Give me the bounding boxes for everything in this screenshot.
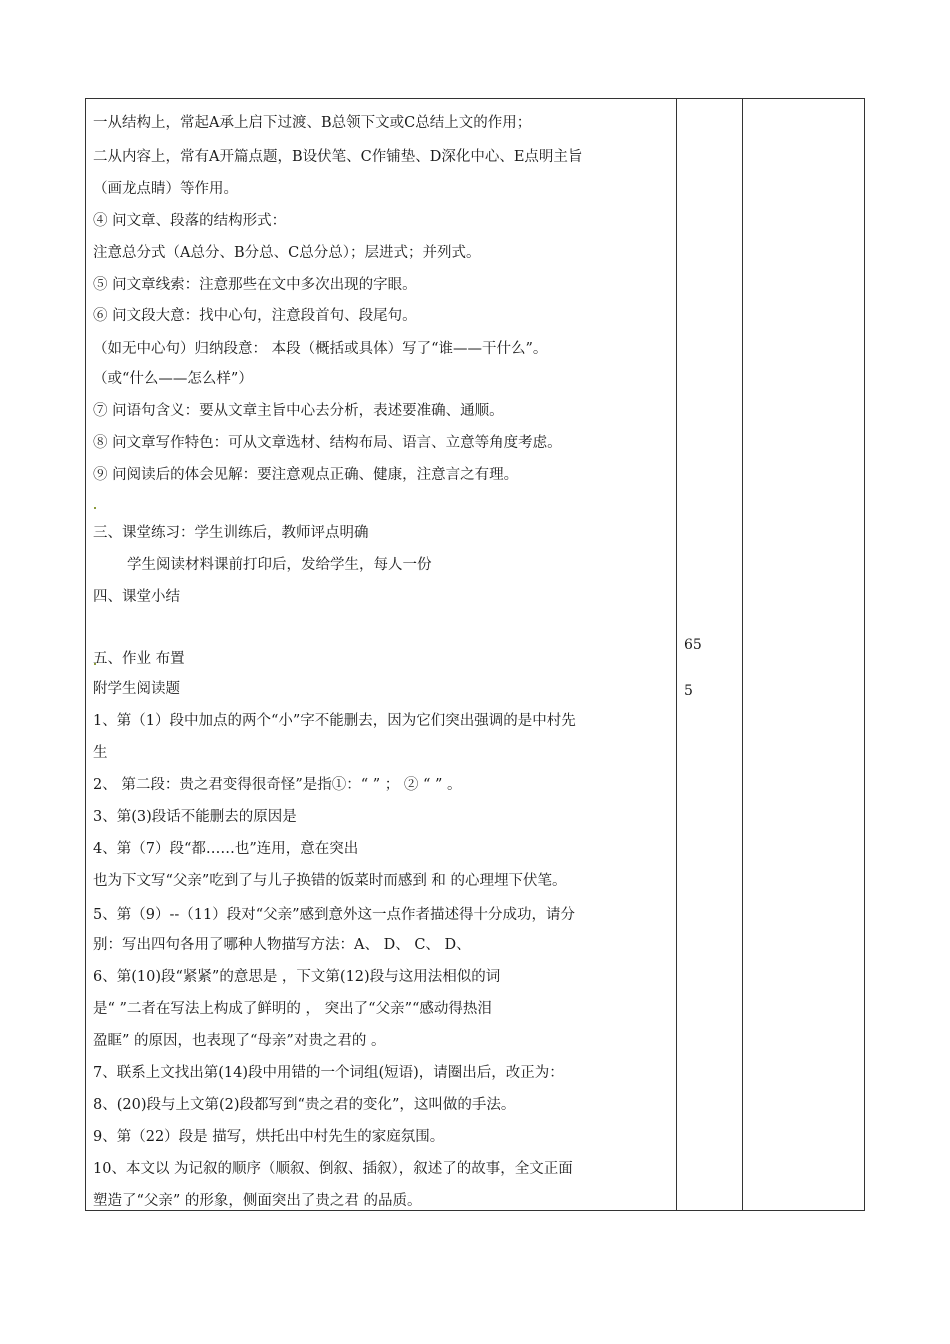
text-line: 3、第(3)段话不能删去的原因是 bbox=[93, 809, 297, 825]
column-divider-2 bbox=[742, 99, 743, 1210]
column-divider-1 bbox=[676, 99, 677, 1210]
text-line: 9、第（22）段是 描写，烘托出中村先生的家庭氛围。 bbox=[93, 1129, 445, 1145]
text-line: 附学生阅读题 bbox=[93, 681, 180, 697]
text-line: 2、 第二段：贵之君变得很奇怪”是指①：“ ” ； ② “ ” 。 bbox=[93, 777, 462, 793]
text-line: ⑧ 问文章写作特色：可从文章选材、结构布局、语言、立意等角度考虑。 bbox=[93, 435, 562, 451]
text-line: 5、第（9）--（11）段对“父亲”感到意外这一点作者描述得十分成功，请分 bbox=[93, 907, 576, 923]
text-line: 也为下文写“父亲”吃到了与儿子换错的饭菜时而感到 和 的心理埋下伏笔。 bbox=[93, 873, 567, 889]
decorative-dot bbox=[94, 507, 96, 509]
text-line: 五、作业 布置 bbox=[93, 651, 185, 667]
text-line: 四、课堂小结 bbox=[93, 589, 180, 605]
text-line: 8、(20)段与上文第(2)段都写到“贵之君的变化”，这叫做的手法。 bbox=[93, 1097, 516, 1113]
text-line: （如无中心句）归纳段意： 本段（概括或具体）写了“谁——干什么”。 bbox=[93, 341, 548, 357]
text-line: （或“什么——怎么样”） bbox=[93, 371, 253, 387]
time-value: 65 bbox=[684, 637, 702, 653]
text-line: ⑥ 问文段大意：找中心句，注意段首句、段尾句。 bbox=[93, 308, 417, 324]
text-line: 塑造了“父亲” 的形象，侧面突出了贵之君 的品质。 bbox=[93, 1193, 422, 1209]
text-line: 二从内容上，常有A开篇点题，B设伏笔、C作铺垫、D深化中心、E点明主旨 bbox=[93, 149, 583, 165]
text-line: 是“ ”二者在写法上构成了鲜明的 ， 突出了“父亲”“感动得热泪 bbox=[93, 1001, 492, 1017]
text-line: ⑦ 问语句含义：要从文章主旨中心去分析，表述要准确、通顺。 bbox=[93, 403, 504, 419]
text-line: ⑨ 问阅读后的体会见解：要注意观点正确、健康，注意言之有理。 bbox=[93, 467, 519, 483]
text-line: 别：写出四句各用了哪种人物描写方法：A、 D、 C、 D、 bbox=[93, 937, 471, 953]
text-line: 7、联系上文找出第(14)段中用错的一个词组(短语)，请圈出后，改正为： bbox=[93, 1065, 564, 1081]
text-line: （画龙点睛）等作用。 bbox=[93, 181, 238, 197]
text-line: 一从结构上，常起A承上启下过渡、B总领下文或C总结上文的作用； bbox=[93, 115, 532, 131]
text-line: 10、本文以 为记叙的顺序（顺叙、倒叙、插叙），叙述了的故事，全文正面 bbox=[93, 1161, 573, 1177]
text-line: 6、第(10)段“紧紧”的意思是 ，下文第(12)段与这用法相似的词 bbox=[93, 969, 501, 985]
lesson-plan-table bbox=[85, 98, 865, 1211]
text-line: ⑤ 问文章线索：注意那些在文中多次出现的字眼。 bbox=[93, 277, 417, 293]
time-value: 5 bbox=[684, 683, 693, 699]
text-line: 1、第（1）段中加点的两个“小”字不能删去，因为它们突出强调的是中村先 bbox=[93, 713, 576, 729]
text-line: 三、课堂练习：学生训练后，教师评点明确 bbox=[93, 525, 369, 541]
text-line: 4、第（7）段“都……也”连用，意在突出 bbox=[93, 841, 359, 857]
text-line: 盈眶” 的原因，也表现了“母亲”对贵之君的 。 bbox=[93, 1033, 386, 1049]
text-line: ④ 问文章、段落的结构形式： bbox=[93, 213, 287, 229]
text-line: 生 bbox=[93, 745, 108, 761]
text-line: 注意总分式（A总分、B分总、C总分总）；层进式；并列式。 bbox=[93, 245, 481, 261]
text-line: 学生阅读材料课前打印后，发给学生，每人一份 bbox=[127, 557, 432, 573]
